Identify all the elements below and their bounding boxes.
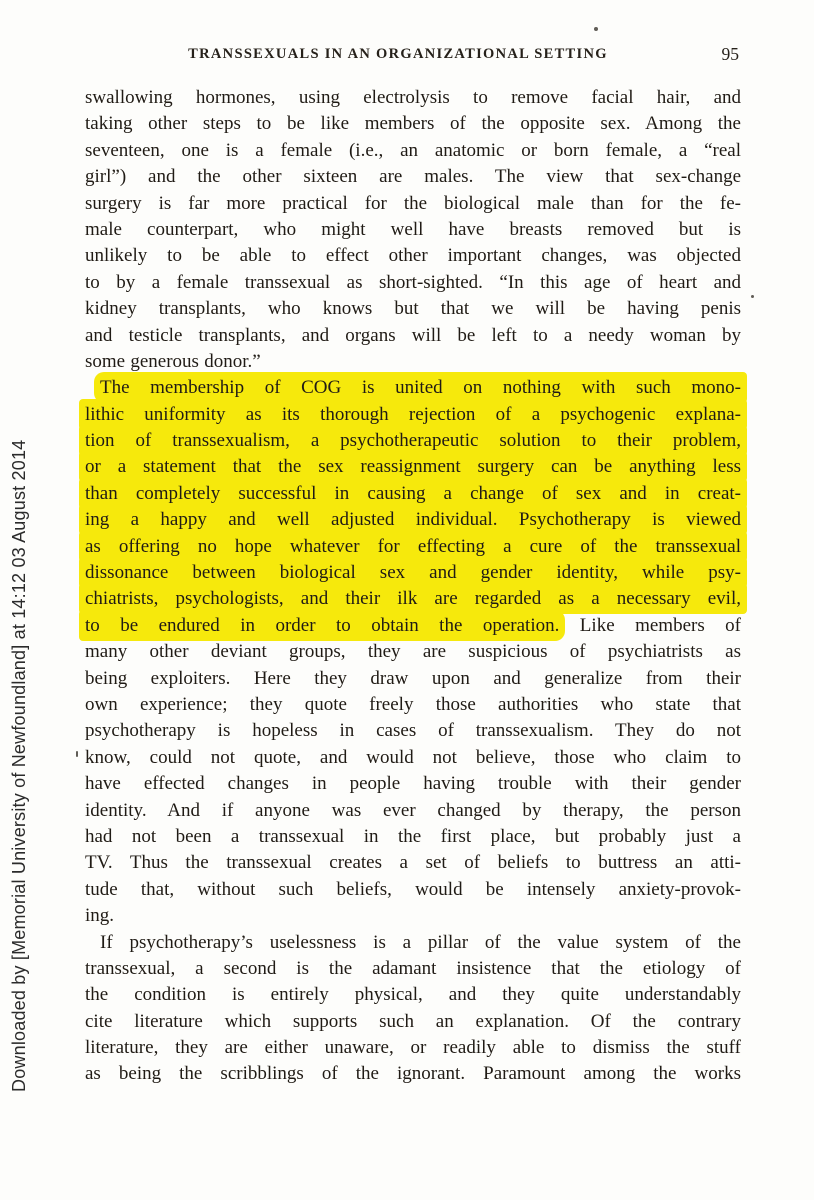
download-watermark: Downloaded by [Memorial University of Newfoundland] at 14:12 03 August 2014 <box>9 439 29 1092</box>
body-line: girl”) and the other sixteen are males. The view that sex-change <box>85 166 741 188</box>
body-line: ing. <box>85 905 115 927</box>
body-line: identity. And if anyone was ever changed by therapy, the person <box>85 799 741 821</box>
body-line-highlighted <box>85 586 741 612</box>
body-line: taking other steps to be like members of the opposite sex. Among the <box>85 113 741 135</box>
body-line: own experience; they quote freely those authorities who state that <box>85 693 741 715</box>
body-line-highlighted <box>85 375 741 401</box>
body-line: have effected changes in people having trouble with their gender <box>85 773 741 795</box>
body-line: some generous donor.” <box>85 350 261 372</box>
body-line: literature, they are either unaware, or readily able to dismiss the stuff <box>85 1037 741 1059</box>
body-line: kidney transplants, who knows but that we will be having penis <box>85 298 741 320</box>
scan-speck <box>594 27 598 31</box>
body-line: seventeen, one is a female (i.e., an anatomic or born female, a “real <box>85 139 741 161</box>
body-line: tude that, without such beliefs, would be intensely anxiety-provok- <box>85 878 741 900</box>
running-title: TRANSSEXUALS IN AN ORGANIZATIONAL SETTING <box>188 46 608 62</box>
body-line-highlighted <box>85 454 741 480</box>
highlight-mark: tion of transsexualism, a psychotherapeutic solution to their problem, <box>79 425 747 456</box>
body-line: to by a female transsexual as short-sighted. “In this age of heart and <box>85 271 741 293</box>
highlight-mark: lithic uniformity as its thorough rejection of a psychogenic explana- <box>79 399 747 430</box>
highlight-mark: The membership of COG is united on nothing with such mono- <box>94 372 747 403</box>
scan-speck <box>751 295 754 298</box>
page-header <box>85 46 741 68</box>
body-line: many other deviant groups, they are suspicious of psychiatrists as <box>85 641 741 663</box>
body-line: as being the scribblings of the ignorant. Paramount among the works <box>85 1063 741 1085</box>
body-line: transsexual, a second is the adamant insistence that the etiology of <box>85 957 741 979</box>
body-line: TV. Thus the transsexual creates a set of beliefs to buttress an atti- <box>85 852 741 874</box>
highlight-mark: or a statement that the sex reassignment surgery can be anything less <box>79 451 747 482</box>
body-line: know, could not quote, and would not believe, those who claim to <box>85 746 741 768</box>
body-line: psychotherapy is hopeless in cases of transsexualism. They do not <box>85 720 741 742</box>
highlight-mark: as offering no hope whatever for effecting a cure of the transsexual <box>79 531 747 562</box>
highlight-mark: chiatrists, psychologists, and their ilk are regarded as a necessary evil, <box>79 583 747 614</box>
body-line: unlikely to be able to effect other important changes, was objected <box>85 245 741 267</box>
body-line: and testicle transplants, and organs will be left to a needy woman by <box>85 324 741 346</box>
body-line-text: Like members of <box>559 614 741 636</box>
body-line: surgery is far more practical for the biological male than for the fe- <box>85 192 741 214</box>
scan-speck <box>76 751 78 757</box>
body-line-partial-highlight <box>85 613 741 639</box>
body-line: had not been a transsexual in the first place, but probably just a <box>85 825 741 847</box>
body-line: being exploiters. Here they draw upon and generalize from their <box>85 667 741 689</box>
body-line: male counterpart, who might well have breasts removed but is <box>85 218 741 240</box>
highlight-mark: ing a happy and well adjusted individual. Psychotherapy is viewed <box>79 504 747 535</box>
highlight-mark: to be endured in order to obtain the operation. <box>79 610 565 641</box>
body-line: the condition is entirely physical, and they quite understandably <box>85 984 741 1006</box>
highlight-mark: dissonance between biological sex and gender identity, while psy- <box>79 557 747 588</box>
body-line: swallowing hormones, using electrolysis to remove facial hair, and <box>85 87 741 108</box>
body-line: cite literature which supports such an explanation. Of the contrary <box>85 1010 741 1032</box>
body-line: If psychotherapy’s uselessness is a pillar of the value system of the <box>100 931 741 953</box>
body-line-highlighted <box>85 507 741 533</box>
page-number: 95 <box>721 44 739 64</box>
highlight-mark: than completely successful in causing a change of sex and in creat- <box>79 478 747 509</box>
body-text <box>85 85 741 1088</box>
